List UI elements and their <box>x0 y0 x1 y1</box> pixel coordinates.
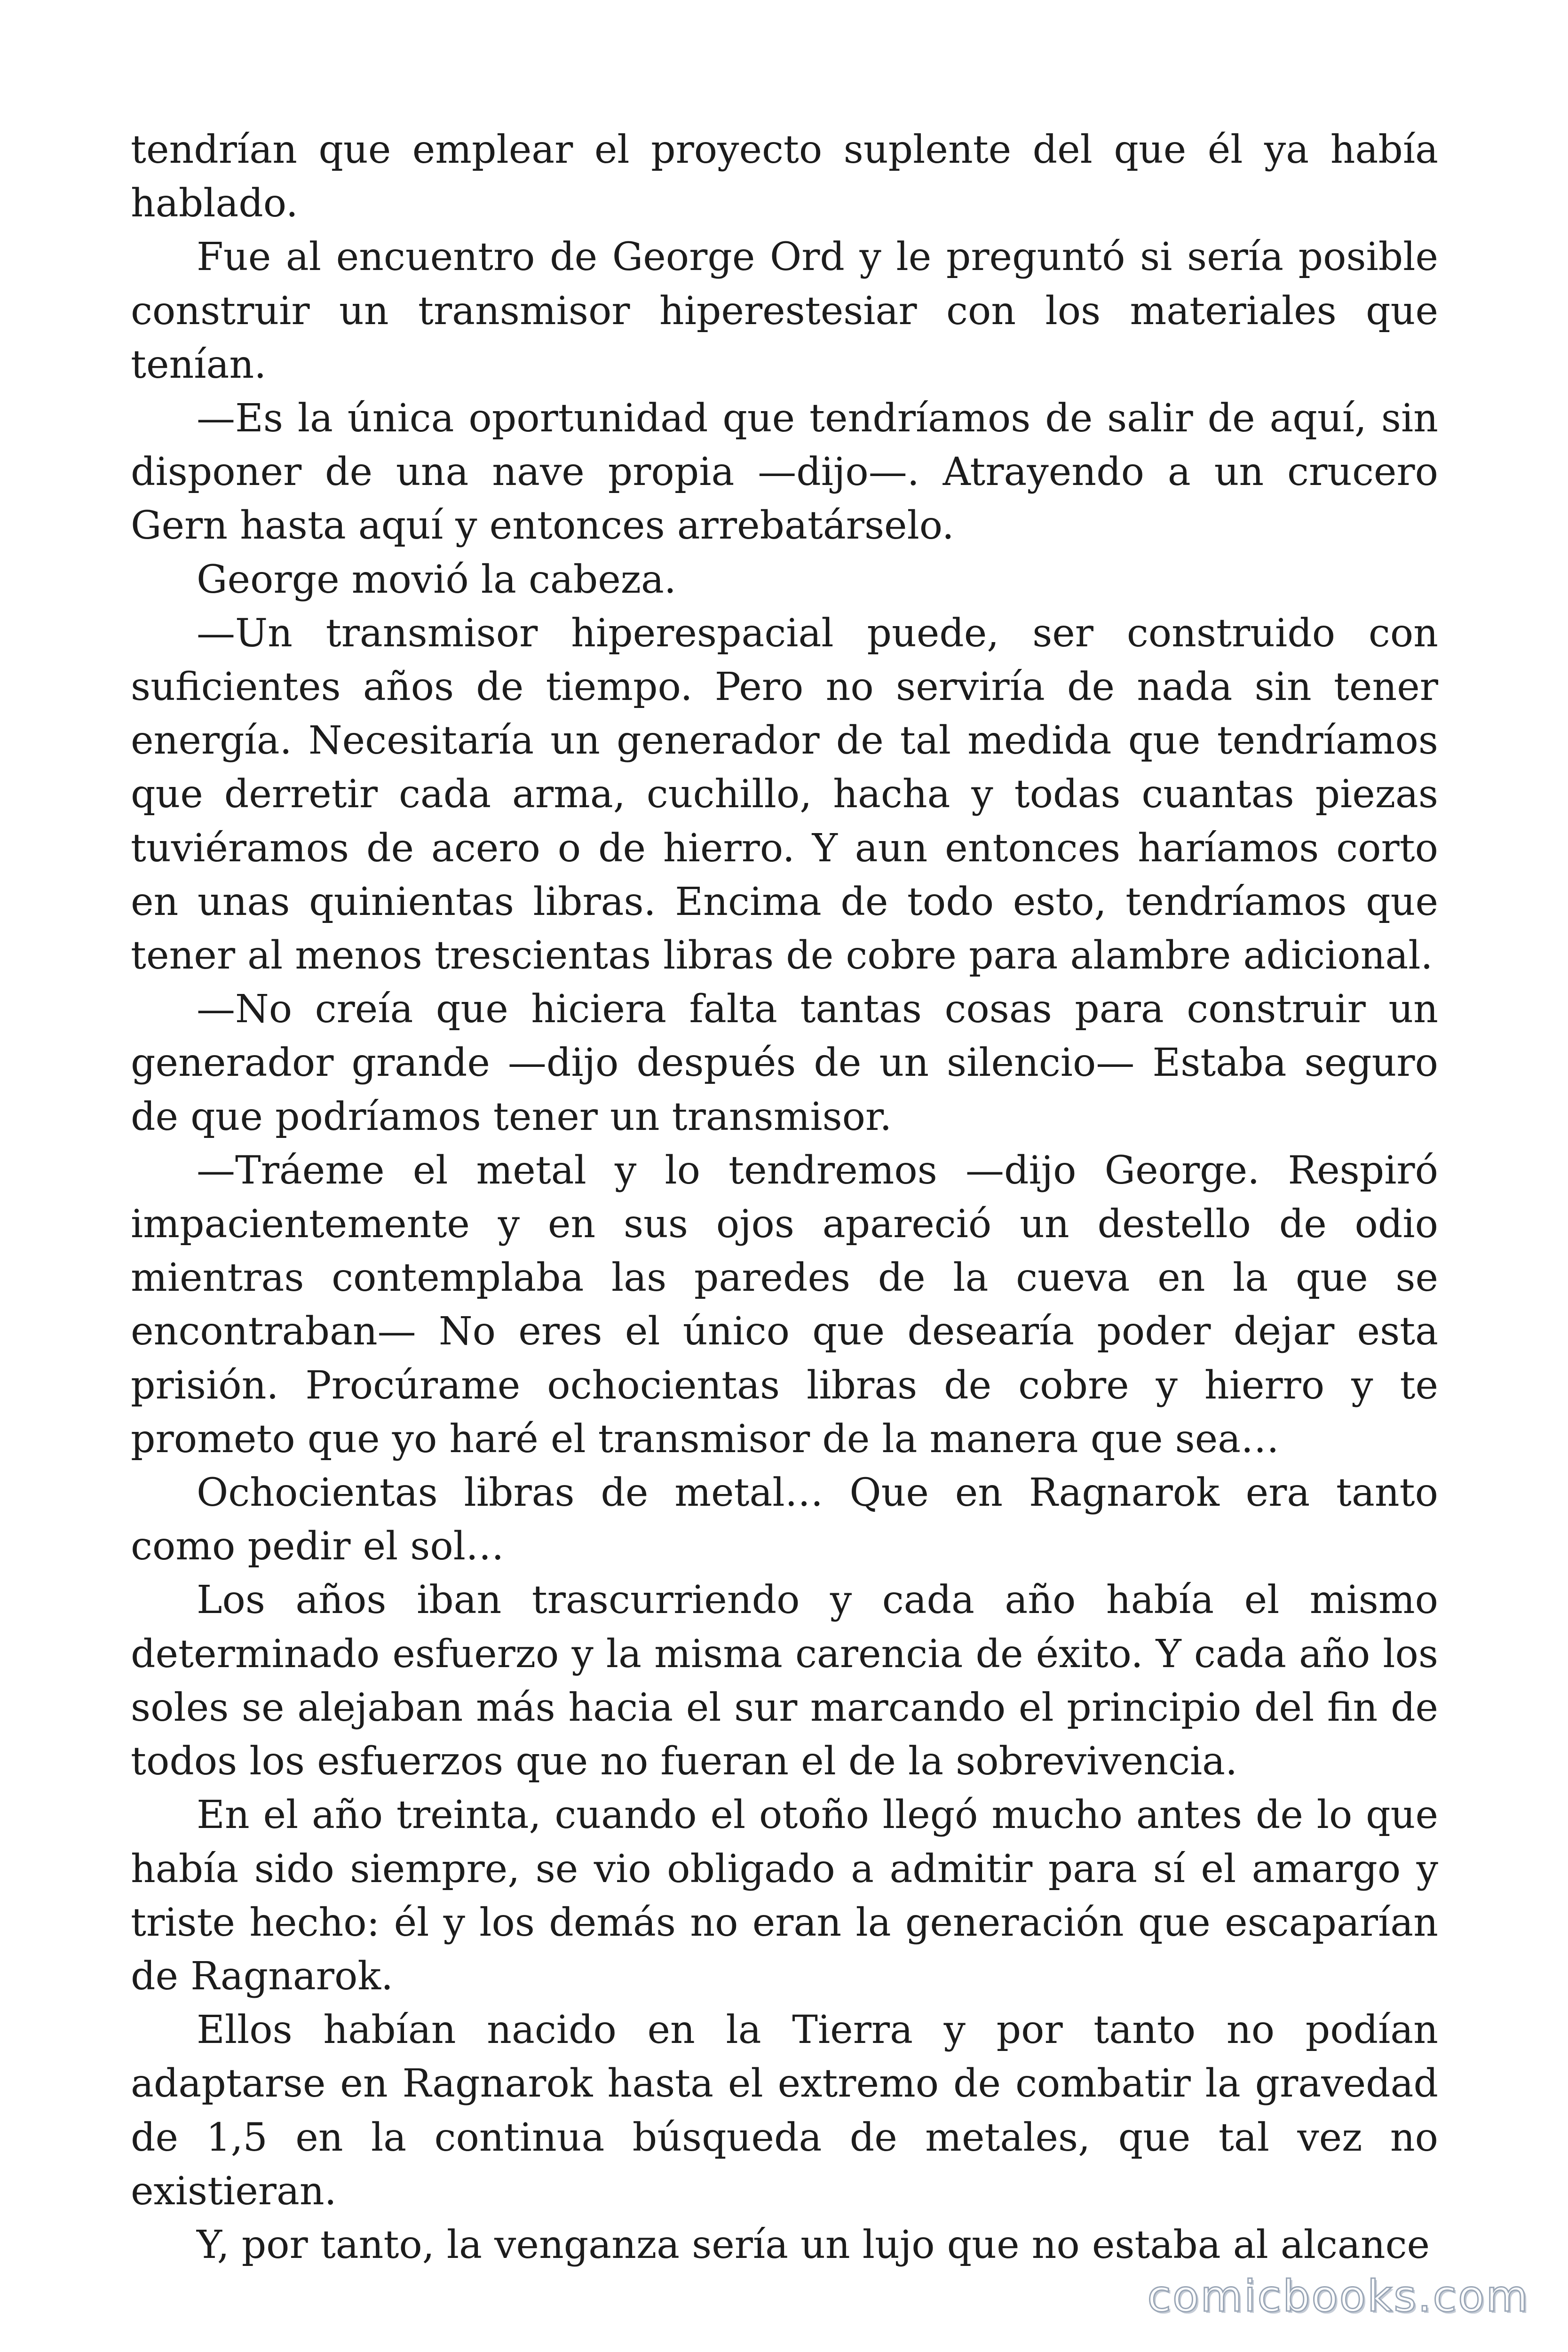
paragraph: —Tráeme el metal y lo tendremos —dijo George. Respiró impacientemente y en sus ojos apareció un destello de odio mientras contemplaba las paredes de la cueva en la que se encontraban— No eres el único que desearía poder dejar esta prisión. Procúrame ochocientas libras de cobre y hierro y te prometo que yo haré el transmisor de la manera que sea… <box>131 1148 1438 1462</box>
paragraph: —No creía que hiciera falta tantas cosas para construir un generador grande —dijo después de un silencio— Estaba seguro de que podríamos tener un transmisor. <box>131 987 1438 1139</box>
paragraph: —Un transmisor hiperespacial puede, ser construido con suficientes años de tiempo. Pero no serviría de nada sin tener energía. Necesitaría un generador de tal medida que tendríamos que derretir cada arma, cuchillo, hacha y todas cuantas piezas tuviéramos de acero o de hierro. Y aun entonces haríamos corto en unas quinientas libras. Encima de todo esto, tendríamos que tener al menos trescientas libras de cobre para alambre adicional. <box>131 611 1438 978</box>
watermark: comicbooks.com <box>1147 2271 1529 2321</box>
paragraph: Los años iban trascurriendo y cada año había el mismo determinado esfuerzo y la misma carencia de éxito. Y cada año los soles se alejaban más hacia el sur marcando el principio del fin de todos los esfuerzos que no fueran el de la sobrevivencia. <box>131 1578 1438 1784</box>
paragraph: En el año treinta, cuando el otoño llegó mucho antes de lo que había sido siempre, se vio obligado a admitir para sí el amargo y triste hecho: él y los demás no eran la generación que escaparían de Ragnarok. <box>131 1793 1438 1999</box>
paragraph: Y, por tanto, la venganza sería un lujo que no estaba al alcance <box>197 2222 1430 2267</box>
paragraph: Ochocientas libras de metal… Que en Ragnarok era tanto como pedir el sol… <box>131 1470 1438 1569</box>
page-text <box>131 123 1438 2272</box>
paragraph: Fue al encuentro de George Ord y le preguntó si sería posible construir un transmisor hiperestesiar con los materiales que tenían. <box>131 235 1438 387</box>
paragraph: Ellos habían nacido en la Tierra y por tanto no podían adaptarse en Ragnarok hasta el extremo de combatir la gravedad de 1,5 en la continua búsqueda de metales, que tal vez no existieran. <box>131 2008 1438 2214</box>
paragraph: tendrían que emplear el proyecto suplente del que él ya había hablado. <box>131 127 1438 226</box>
paragraph: George movió la cabeza. <box>197 557 676 602</box>
paragraph: —Es la única oportunidad que tendríamos de salir de aquí, sin disponer de una nave propia —dijo—. Atrayendo a un crucero Gern hasta aquí y entonces arrebatárselo. <box>131 396 1438 548</box>
